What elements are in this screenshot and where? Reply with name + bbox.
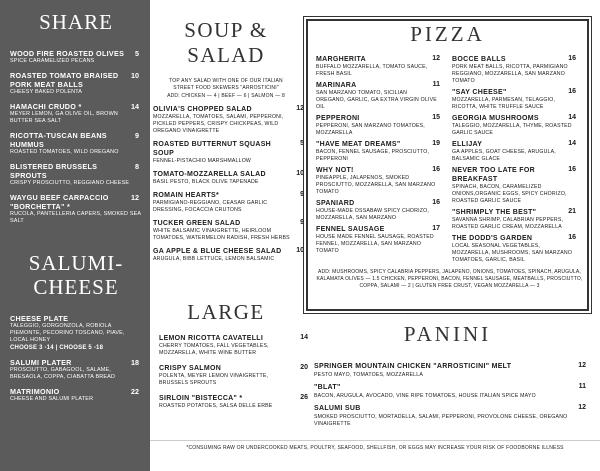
item-description: POLENTA, MEYER LEMON VINAIGRETTE, BRUSSELS SPROUTS [159, 373, 269, 386]
item-name: SALUMI PLATER [10, 358, 72, 367]
item-price: 5 [135, 49, 139, 58]
item-price: 21 [568, 208, 576, 215]
item-price: 5 [300, 140, 304, 147]
menu-item [452, 88, 574, 111]
skewer-note: TOP ANY SALAD WITH ONE OF OUR ITALIAN STREET FOOD SKEWERS "ARROSTICINI" [169, 78, 283, 91]
item-description: SAN MARZANO TOMATO, SICILIAN OREGANO, GARLIC, GA EXTRA VIRGIN OLIVE OIL [316, 90, 437, 110]
item-description: BACON, ARUGULA, AVOCADO, VINE RIPE TOMATOES, HOUSE ITALIAN SPICE MAYO [314, 393, 536, 399]
item-name: SPRINGER MOUNTAIN CHICKEN "ARROSTICINI" MELT [314, 363, 512, 370]
item-description: CHEESY BAKED POLENTA [10, 89, 83, 95]
item-description: BACON, FENNEL SAUSAGE, PROSCIUTTO, PEPPERONI [316, 149, 430, 162]
item-description: TALEGGIO, MOZZARELLA, THYME, ROASTED GARLIC SAUCE [452, 123, 572, 136]
item-price: 12 [578, 362, 586, 369]
item-price: 11 [578, 383, 586, 390]
item-description: SPINACH, BACON, CARAMELIZED ONIONS,ORGANIC EGGS, SPICY CHORIZO, ROASTED GARLIC SAUCE [452, 184, 567, 204]
item-name: "SHRIMPLY THE BEST" [452, 209, 537, 216]
item-description: CRISPY PROSCIUTTO, REGGIANO CHEESE [10, 180, 130, 186]
item-name: NEVER TOO LATE FOR BREAKFAST [452, 167, 535, 183]
menu-item [452, 140, 574, 163]
item-price: 8 [135, 162, 139, 171]
soup-salad-list [150, 105, 302, 263]
item-name: THE DODD'S GARDEN [452, 235, 533, 242]
item-price: 9 [300, 219, 304, 226]
item-price: 16 [568, 55, 576, 62]
item-name: ROASTED BUTTERNUT SQUASH SOUP [153, 141, 272, 157]
pizza-column-left [316, 55, 438, 258]
menu-item [10, 193, 142, 225]
menu-item [150, 191, 302, 214]
soup-title-line1: SOUP & [184, 18, 268, 42]
item-name: BOCCE BALLS [452, 56, 506, 63]
item-name: FENNEL SAUSAGE [316, 226, 385, 233]
item-price: 14 [300, 334, 308, 341]
item-name: PEPPERONI [316, 115, 360, 122]
menu-item [316, 140, 438, 163]
item-name: WAYGU BEEF CARPACCIO "BORCHETTA" * [10, 193, 109, 211]
pizza-column-right [452, 55, 574, 267]
salumi-cheese-title [10, 251, 142, 299]
menu-item [452, 55, 574, 85]
item-name: ROASTED TOMATO BRAISED PORK MEAT BALLS [10, 71, 119, 89]
item-description: PESTO MAYO, TOMATOES, MOZZARELLA [314, 372, 424, 378]
item-description: ARUGULA, BIBB LETTUCE, LEMON BALSAMIC [153, 256, 275, 262]
item-description: SPICE CARAMELIZED PECANS [10, 58, 95, 64]
item-price: 16 [568, 88, 576, 95]
item-price: 16 [432, 199, 440, 206]
menu-item [452, 208, 574, 231]
large-list [156, 334, 306, 415]
item-name: ELLIJAY [452, 141, 483, 148]
soup-salad-large-panel [150, 0, 308, 409]
item-price: 20 [300, 364, 308, 371]
item-description: LOCAL SEASONAL VEGETABLES, MOZZARELLA, MUSHROOMS, SAN MARZANO TOMATOES, GARLIC, BASIL [452, 243, 573, 263]
item-name: "HAVE MEAT DREAMS" [316, 141, 401, 148]
item-description: TALEGGIO, GORGONZOLA, ROBIOLA PIEMONTE, PECORINO TOSCANO, PIAVE, LOCAL HONEY [10, 323, 125, 343]
item-name: "SAY CHEESE" [452, 89, 507, 96]
item-description: CHERRY TOMATOES, FALL VEGETABLES, MOZZARELLA, WHITE WINE BUTTER [159, 343, 269, 356]
menu-item [150, 105, 302, 135]
menu-item [10, 49, 142, 65]
item-description: BUFFALO MOZZARELLA, TOMATO SAUCE, FRESH BASIL [316, 64, 428, 77]
menu-item [452, 234, 574, 264]
menu-item [150, 219, 302, 242]
panini-title: PANINI [403, 322, 492, 346]
share-title: SHARE [39, 10, 113, 34]
large-title: LARGE [187, 300, 265, 324]
item-price: 9 [135, 131, 139, 140]
pizza-title: PIZZA [410, 22, 485, 46]
item-description: MOZZARELLA, PARMESAN, TELAGGIO, RICOTTA, WHITE TRUFFLE SAUCE [452, 97, 556, 110]
item-name: ROMAIN HEARTS* [153, 192, 220, 199]
menu-item [150, 170, 302, 186]
menu-item [156, 364, 306, 387]
item-price: 14 [568, 114, 576, 121]
item-choose-price: CHOOSE 3 -14 | CHOOSE 5 -18 [10, 345, 104, 351]
item-price: 10 [131, 71, 139, 80]
item-price: 15 [432, 114, 440, 121]
menu-item [10, 102, 142, 125]
item-description: MEYER LEMON, GA OLIVE OIL, BROWN BUTTER SEA SALT [10, 111, 118, 124]
item-description: PARMIGIANO-REGGIANO, CEASAR GARLIC DRESSING, FOCACCIA CRUTONS [153, 200, 268, 213]
item-price: 12 [296, 105, 304, 112]
item-description: SMOKED PROSCIUTTO, MORTADELLA, SALAMI, PEPPERONI, PROVOLONE CHEESE, OREGANO VINAIGRETTE [314, 414, 568, 427]
salumi-title-line1: SALUMI- [28, 251, 124, 275]
item-name: RICOTTA-TUSCAN BEANS HUMMUS [10, 131, 107, 149]
item-description: PINEAPPLE, JALAPENOS, SMOKED PROSCIUTTO, MOZZARELLA, SAN MARZANO TOMATO [316, 175, 436, 195]
item-price: 10 [296, 247, 304, 254]
salumi-title-line2: CHEESE [33, 275, 119, 299]
item-name: BLISTERED BRUSSELS SPROUTS [10, 162, 98, 180]
raw-food-warning: *CONSUMING RAW OR UNDERCOOKED MEATS, POULTRY, SEAFOOD, SHELLFISH, OR EGGS MAY INCREASE YOUR RISK OF FOODBORNE ILLNESS [186, 445, 564, 451]
item-price: 14 [131, 102, 139, 111]
item-price: 16 [568, 234, 576, 241]
menu-item [156, 334, 306, 357]
item-price: 16 [568, 166, 576, 173]
item-description: HOUSE MADE FENNEL SAUSAGE, ROASTED FENNEL, MOZZARELLA, SAN MARZANO TOMATO [316, 234, 434, 254]
item-name: GEORGIA MUSHROOMS [452, 115, 539, 122]
menu-item [316, 55, 438, 78]
menu-item [316, 166, 438, 196]
pizza-addons: ADD: MUSHROOMS, SPICY CALABRIA PEPPERS, JALAPENO, ONIONS, TOMATOES, SPINACH, ARUGULA, KALAMATA OLIVES — 1.5 CHICKEN, PEPPERONI, BACON, FENNEL SAUSAGE, MEATBALLS, PROSCIUTTO, COPPA, SALAMI — 2 | GLUTEN FREE CRUST, VEGAN MOZZARELLA — 3 [316, 269, 583, 289]
item-name: TUCKER GREEN SALAD [153, 220, 241, 227]
item-price: 9 [300, 191, 304, 198]
item-description: CHEESE AND SALUMI PLATER [10, 396, 94, 402]
item-name: TOMATO-MOZZARELLA SALAD [153, 171, 266, 178]
item-name: WHY NOT! [316, 167, 354, 174]
item-name: MARINARA [316, 82, 357, 89]
menu-item [316, 199, 438, 222]
item-name: SALUMI SUB [314, 405, 361, 412]
menu-item [10, 358, 142, 381]
soup-title-line2: SALAD [187, 43, 265, 67]
menu-item [10, 314, 142, 352]
item-description: MOZZARELLA, TOMATOES, SALAMI, PEPPERONI, PICKLED PEPPERS, CRISPY CHICKPEAS, WILD OREGANO VINAIGRETTE [153, 114, 284, 134]
menu-item [316, 225, 438, 255]
pizza-grid [316, 55, 583, 290]
item-description: RUCOLA, PANTELLERIA CAPERS, SMOKED SEA SALT [10, 211, 141, 224]
menu-item [156, 394, 306, 410]
item-price: 26 [300, 394, 308, 401]
item-price: 14 [568, 140, 576, 147]
menu-item [452, 166, 574, 205]
item-name: HAMACHI CRUDO * [10, 102, 82, 111]
item-price: 18 [131, 358, 139, 367]
share-salumi-panel [0, 0, 150, 471]
share-list [10, 49, 142, 225]
skewer-addons: ADD: CHICKEN — 4 | BEEF — 6 | SALMON — 8 [167, 93, 285, 99]
menu-item [10, 162, 142, 187]
menu-item [314, 383, 586, 400]
item-name: SPANIARD [316, 200, 355, 207]
item-price: 10 [296, 170, 304, 177]
item-price: 12 [432, 55, 440, 62]
pizza-section [306, 19, 589, 311]
item-name: OLIVIA'S CHOPPED SALAD [153, 106, 252, 113]
item-description: WHITE BALSAMIC VINAIGRETTE, HEIRLOOM TOMATOES, WATERMELON RADISH, FRESH HERBS [153, 228, 290, 241]
item-description: BASIL PESTO, BLACK OLIVE TAPENADE [153, 179, 259, 185]
menu-item [150, 140, 302, 165]
item-name: MATRIMONIO [10, 387, 60, 396]
item-description: SAVANNA SHRIMP, CALABRIAN PEPPERS, ROASTED GARLIC CREAM, MOZZARELLA [452, 217, 564, 230]
item-name: SIRLOIN "BISTECCA" * [159, 395, 243, 402]
menu-item [314, 362, 586, 379]
footer-divider [150, 440, 600, 441]
menu-item [10, 71, 142, 96]
menu-item [10, 387, 142, 403]
menu-item [314, 404, 586, 428]
item-description: ROASTED POTATOES, SALSA DELLE ERBE [159, 403, 273, 409]
item-name: CRISPY SALMON [159, 365, 222, 372]
soup-salad-title [150, 18, 302, 68]
menu-item [316, 114, 438, 137]
item-name: MARGHERITA [316, 56, 366, 63]
item-description: HOUSE-MADE OSSABAW SPICY CHORIZO, MOZZARELLA, SAN MARZANO [316, 208, 429, 221]
item-name: CHEESE PLATE [10, 314, 69, 323]
item-price: 19 [432, 140, 440, 147]
item-name: LEMON RICOTTA CAVATELLI [159, 335, 264, 342]
item-price: 16 [432, 166, 440, 173]
panini-list [314, 362, 586, 432]
item-price: 12 [578, 404, 586, 411]
menu-item [452, 114, 574, 137]
menu-item [10, 131, 142, 156]
menu-item [150, 247, 302, 263]
item-description: PEPPERONI, SAN MARZANO TOMATOES, MOZZARELLA [316, 123, 425, 136]
menu-item [316, 81, 438, 111]
item-description: PORK MEAT BALLS, RICOTTA, PARMIGIANO REGGIANO, MOZZARELLA, SAN MARZANO TOMATO [452, 64, 568, 84]
item-price: 17 [432, 225, 440, 232]
item-price: 12 [131, 193, 139, 202]
item-name: GA APPLE & BLUE CHEESE SALAD [153, 248, 282, 255]
item-name: "BLAT" [314, 384, 341, 391]
item-description: FENNEL-PISTACHIO MARSHMALLOW [153, 158, 252, 164]
item-name: WOOD FIRE ROASTED OLIVES [10, 49, 125, 58]
item-price: 11 [432, 81, 440, 88]
item-description: ROASTED TOMATOES, WILD OREGANO [10, 149, 119, 155]
item-price: 22 [131, 387, 139, 396]
item-description: PROSCIUTTO, GABAGOOL, SALAME, BRESAOLA, COPPA, CIABATTA BREAD [10, 367, 116, 380]
item-description: GA APPLES, GOAT CHEESE, ARUGULA, BALSAMIC GLACE [452, 149, 556, 162]
salumi-list [10, 314, 142, 403]
